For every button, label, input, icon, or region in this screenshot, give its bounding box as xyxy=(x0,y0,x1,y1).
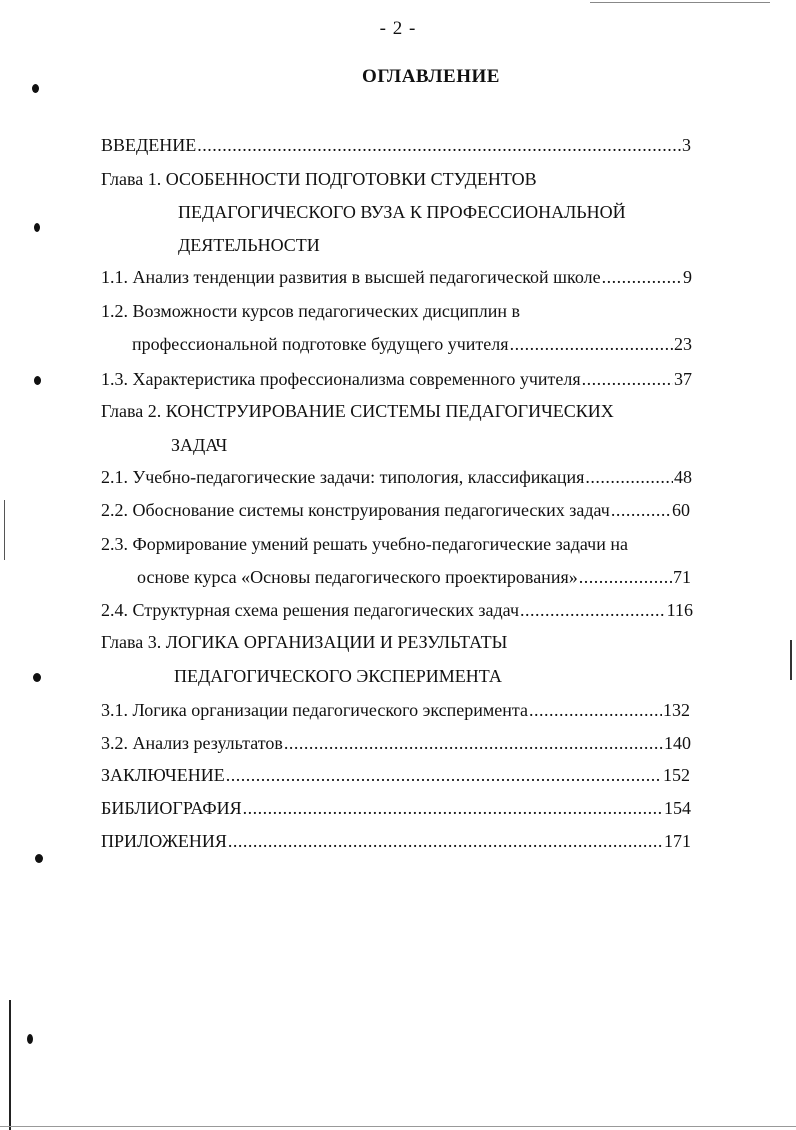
toc-entry-label: 2.1. Учебно-педагогические задачи: типология, классификация xyxy=(101,467,585,487)
binding-mark xyxy=(34,376,41,385)
toc-leader-dots xyxy=(226,764,662,786)
toc-entry-page: 152 xyxy=(663,765,690,785)
toc-leader-dots xyxy=(284,732,663,754)
toc-entry-3-1[interactable] xyxy=(101,699,690,721)
toc-entry-label: ЗАКЛЮЧЕНИЕ xyxy=(101,765,225,785)
chapter-3-heading-line-2[interactable]: ПЕДАГОГИЧЕСКОГО ЭКСПЕРИМЕНТА xyxy=(174,666,502,686)
chapter-2-heading-line-1[interactable]: Глава 2. КОНСТРУИРОВАНИЕ СИСТЕМЫ ПЕДАГОГИЧЕСКИХ xyxy=(101,401,614,421)
toc-entry-intro[interactable] xyxy=(101,134,691,156)
toc-entry-page: 116 xyxy=(666,600,693,620)
page-title: ОГЛАВЛЕНИЕ xyxy=(362,66,500,87)
toc-entry-label: 3.2. Анализ результатов xyxy=(101,733,283,753)
toc-entry-label: профессиональной подготовке будущего учителя xyxy=(132,334,509,354)
chapter-1-heading-line-1[interactable]: Глава 1. ОСОБЕННОСТИ ПОДГОТОВКИ СТУДЕНТОВ xyxy=(101,169,537,189)
toc-entry-page: 71 xyxy=(673,567,691,587)
toc-entry-label: ВВЕДЕНИЕ xyxy=(101,135,197,155)
binding-mark xyxy=(32,84,39,93)
chapter-1-heading-line-3[interactable]: ДЕЯТЕЛЬНОСТИ xyxy=(178,235,320,255)
toc-entry-2-4[interactable] xyxy=(101,599,693,621)
toc-entry-page: 60 xyxy=(672,500,690,520)
binding-mark xyxy=(33,673,41,682)
toc-entry-2-1[interactable] xyxy=(101,466,692,488)
toc-leader-dots xyxy=(520,599,666,621)
toc-entry-2-3-line-1[interactable]: 2.3. Формирование умений решать учебно-педагогические задачи на xyxy=(101,534,628,554)
toc-entry-bibliography[interactable] xyxy=(101,797,691,819)
toc-entry-page: 171 xyxy=(664,831,691,851)
toc-entry-label: 1.3. Характеристика профессионализма современного учителя xyxy=(101,369,581,389)
binding-mark xyxy=(35,854,43,863)
scan-edge-line xyxy=(590,2,770,3)
toc-leader-dots xyxy=(611,499,671,521)
toc-entry-page: 48 xyxy=(674,467,692,487)
toc-entry-label: ПРИЛОЖЕНИЯ xyxy=(101,831,227,851)
binding-mark xyxy=(27,1034,33,1044)
toc-entry-1-2[interactable] xyxy=(132,333,692,355)
toc-entry-label: 2.4. Структурная схема решения педагогических задач xyxy=(101,600,520,620)
toc-entry-page: 9 xyxy=(683,267,692,287)
scan-edge-line xyxy=(4,500,5,560)
chapter-2-heading-line-2[interactable]: ЗАДАЧ xyxy=(171,435,228,455)
scan-edge-line xyxy=(0,1126,796,1127)
toc-leader-dots xyxy=(510,333,673,355)
toc-leader-dots xyxy=(582,368,673,390)
toc-entry-page: 37 xyxy=(674,369,692,389)
toc-leader-dots xyxy=(585,466,673,488)
toc-entry-label: основе курса «Основы педагогического проектирования» xyxy=(137,567,578,587)
toc-leader-dots xyxy=(197,134,681,156)
toc-entry-page: 3 xyxy=(682,135,691,155)
toc-leader-dots xyxy=(529,699,662,721)
toc-entry-label: БИБЛИОГРАФИЯ xyxy=(101,798,242,818)
toc-entry-page: 132 xyxy=(663,700,690,720)
toc-entry-page: 23 xyxy=(674,334,692,354)
toc-entry-2-2[interactable] xyxy=(101,499,690,521)
toc-leader-dots xyxy=(243,797,663,819)
toc-entry-1-2-line-1[interactable]: 1.2. Возможности курсов педагогических дисциплин в xyxy=(101,301,521,321)
toc-entry-1-3[interactable] xyxy=(101,368,692,390)
page-number: - 2 - xyxy=(379,18,417,39)
scan-edge-line xyxy=(9,1000,11,1130)
toc-leader-dots xyxy=(579,566,672,588)
toc-entry-conclusion[interactable] xyxy=(101,764,690,786)
toc-entry-label: 3.1. Логика организации педагогического эксперимента xyxy=(101,700,528,720)
toc-entry-appendices[interactable] xyxy=(101,830,691,852)
toc-entry-page: 140 xyxy=(664,733,691,753)
chapter-1-heading-line-2[interactable]: ПЕДАГОГИЧЕСКОГО ВУЗА К ПРОФЕССИОНАЛЬНОЙ xyxy=(178,202,626,222)
toc-entry-page: 154 xyxy=(664,798,691,818)
toc-leader-dots xyxy=(602,266,682,288)
toc-entry-1-1[interactable] xyxy=(101,266,692,288)
scan-edge-line xyxy=(790,640,792,680)
binding-mark xyxy=(34,223,40,232)
toc-entry-label: 2.2. Обоснование системы конструирования педагогических задач xyxy=(101,500,610,520)
toc-leader-dots xyxy=(228,830,663,852)
chapter-3-heading-line-1[interactable]: Глава 3. ЛОГИКА ОРГАНИЗАЦИИ И РЕЗУЛЬТАТЫ xyxy=(101,632,508,652)
toc-entry-label: 1.1. Анализ тенденции развития в высшей педагогической школе xyxy=(101,267,601,287)
toc-entry-2-3[interactable] xyxy=(137,566,691,588)
toc-entry-3-2[interactable] xyxy=(101,732,691,754)
